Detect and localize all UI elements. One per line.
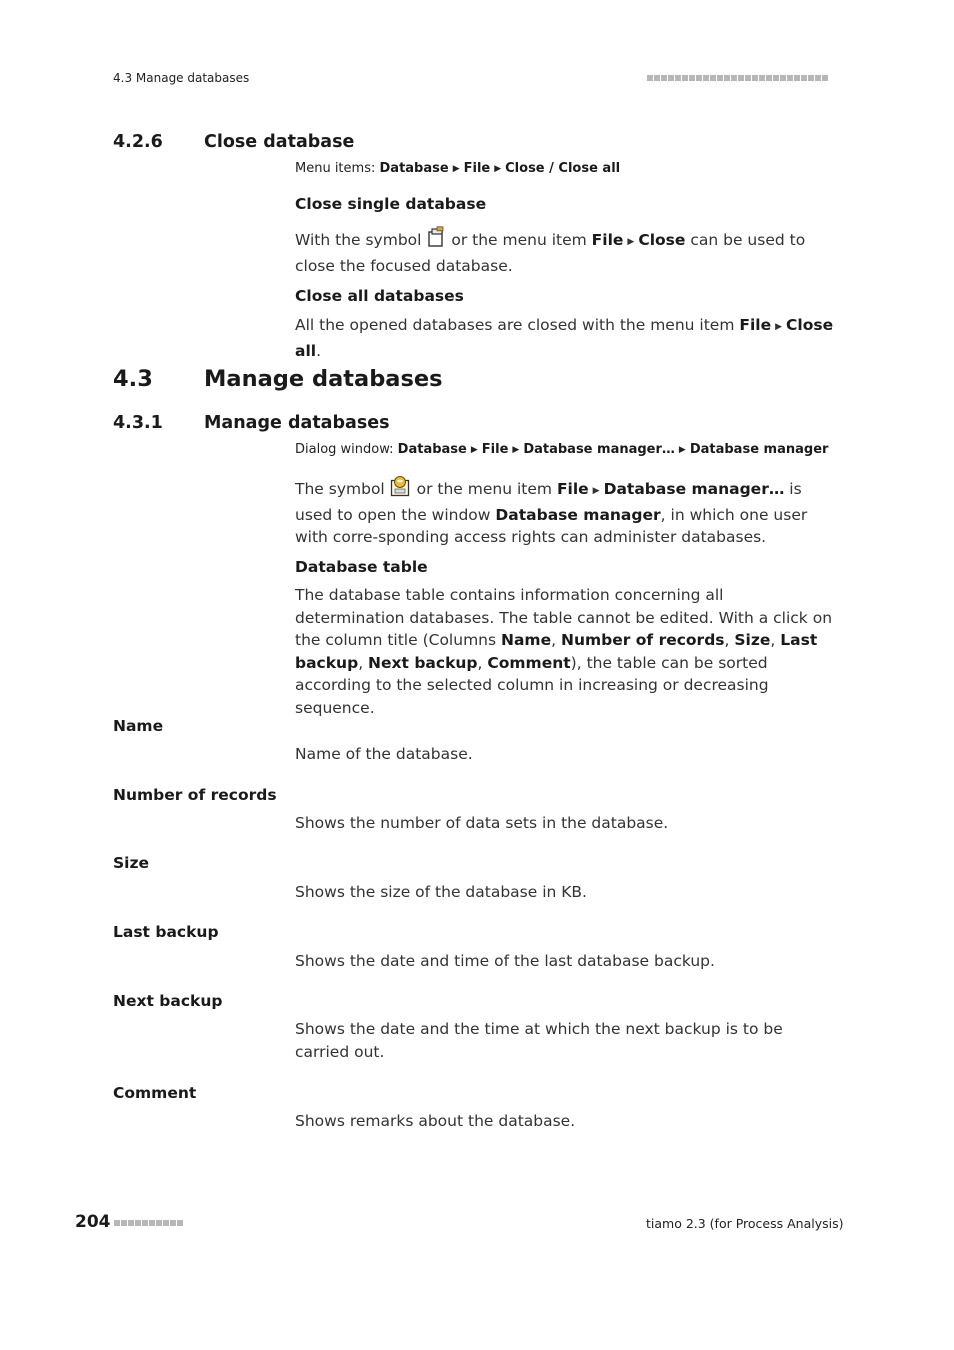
definition-term: Name: [113, 717, 164, 735]
definition-term: Size: [113, 854, 150, 872]
footer-product-name: tiamo 2.3 (for Process Analysis): [646, 1216, 844, 1231]
database-manager-icon: [390, 475, 412, 504]
definition-description: Shows the size of the database in KB.: [295, 883, 587, 901]
definition-description: Shows the number of data sets in the database.: [295, 814, 669, 832]
section-title: Close database: [204, 132, 355, 152]
definition-term: Comment: [113, 1084, 197, 1102]
paragraph-manage-intro: The symbol or the menu item File ▶ Database manager… is used to open the window Database manager, in which one user with corre-sponding access rights can administer databases.: [295, 475, 835, 549]
section-title: Manage databases: [204, 413, 390, 433]
definition-description: Shows remarks about the database.: [295, 1112, 576, 1130]
section-number: 4.2.6: [113, 132, 163, 152]
close-database-icon: [426, 226, 446, 255]
paragraph-database-table: The database table contains information concerning all determination databases. The table cannot be edited. With a click on the column title (Columns Name, Number of records, Size, Last backup, Next backup, Comment), the table can be sorted according to the selected column in increasing or decreasing sequence.: [295, 586, 833, 717]
definition-term: Number of records: [113, 786, 277, 804]
section-number: 4.3.1: [113, 413, 163, 433]
section-title: Manage databases: [204, 366, 443, 392]
dialog-path: Dialog window: Database ▶ File ▶ Database manager… ▶ Database manager: [295, 442, 829, 457]
running-header: 4.3 Manage databases: [113, 71, 250, 85]
page-number: 204: [75, 1212, 111, 1232]
section-number: 4.3: [113, 366, 153, 392]
definition-description: Shows the date and time of the last database backup.: [295, 952, 715, 970]
subheading-close-single: Close single database: [295, 195, 487, 213]
menu-path: Menu items: Database ▶ File ▶ Close / Close all: [295, 161, 621, 176]
header-decoration-dots: [647, 75, 828, 81]
subheading-close-all: Close all databases: [295, 287, 464, 305]
footer-decoration-dots: [114, 1220, 183, 1226]
subheading-database-table: Database table: [295, 558, 428, 576]
definition-term: Last backup: [113, 923, 219, 941]
definition-term: Next backup: [113, 992, 223, 1010]
paragraph-close-single: With the symbol or the menu item File ▶ Close can be used to close the focused database.: [295, 226, 835, 277]
definition-description: Shows the date and the time at which the next backup is to be carried out.: [295, 1020, 783, 1061]
definition-description: Name of the database.: [295, 745, 473, 763]
paragraph-close-all: All the opened databases are closed with the menu item File ▶ Close all.: [295, 316, 834, 360]
